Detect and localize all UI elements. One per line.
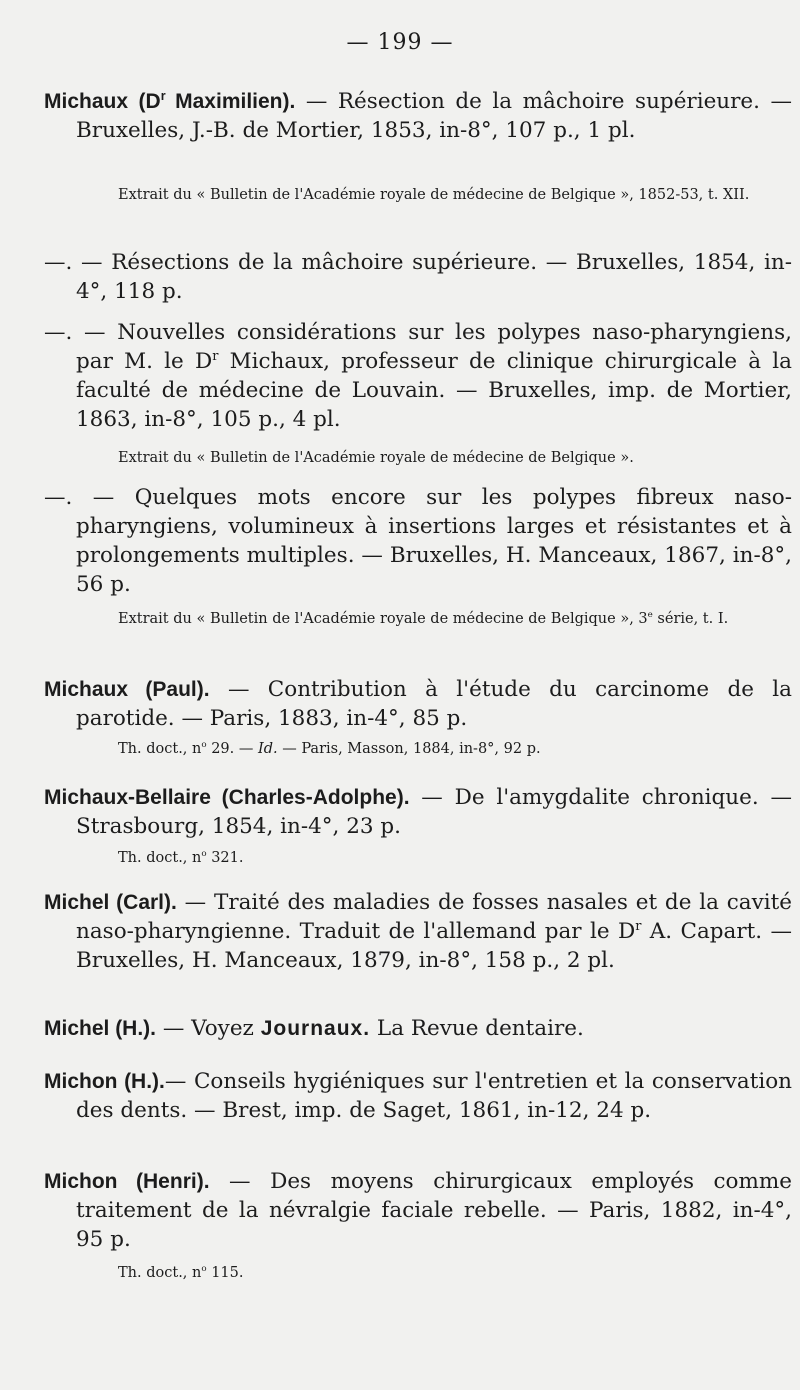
entry-qualifier: (H.).	[109, 1017, 157, 1040]
entry-note: Extrait du « Bulletin de l'Académie royale de médecine de Belgique ».	[118, 450, 634, 466]
entry-text-rest: Michaux, professeur de clinique chirurgicale à la faculté de médecine de Louvain. — Bruxelles, imp. de Mortier, 1863, in-8°, 105 p., 4 pl.	[76, 349, 792, 432]
entry-author: Michel	[44, 891, 110, 914]
entry-qualifier: (H.).	[117, 1070, 165, 1093]
entry-author: Michaux	[44, 678, 129, 701]
entry-author: Michaux	[44, 90, 129, 113]
entry-keyword: Journaux.	[260, 1017, 371, 1040]
entry-qualifier: (Carl).	[109, 891, 177, 914]
entry-text: — Résections de la mâchoire supérieure. — Bruxelles, 1854, in-4°, 118 p.	[72, 250, 792, 304]
entry-text: — De l'amygdalite chronique. — Strasbourg, 1854, in-4°, 23 p.	[76, 785, 792, 839]
entry-author: Michon	[44, 1070, 118, 1093]
entry-note: Extrait du « Bulletin de l'Académie royale de médecine de Belgique », 3e série, t. I.	[118, 610, 729, 627]
entry-text-rest: La Revue dentaire.	[370, 1016, 584, 1041]
entry-qualifier: (Paul).	[128, 678, 210, 701]
bibliography-entry	[44, 675, 792, 733]
entry-note: Extrait du « Bulletin de l'Académie royale de médecine de Belgique », 1852-53, t. XII.	[118, 187, 750, 203]
bibliography-entry	[44, 1067, 792, 1125]
entry-author: Michel	[44, 1017, 110, 1040]
entry-author: Michaux-Bellaire	[44, 786, 211, 809]
entry-note: Th. doct., $n^o$ 115.	[118, 1264, 244, 1281]
entry-qualifier: (Henri).	[117, 1170, 210, 1193]
entry-qualifier: (Charles-Adolphe).	[210, 786, 410, 809]
bibliography-entry	[44, 1167, 792, 1254]
entry-dash: —.	[44, 250, 73, 275]
entry-text-rest: A. Capart. — Bruxelles, H. Manceaux, 1879, in-8°, 158 p., 2 pl.	[76, 919, 793, 973]
entry-text: — Contribution à l'étude du carcinome de la parotide. — Paris, 1883, in-4°, 85 p.	[76, 677, 792, 731]
entry-dash: —.	[44, 485, 73, 510]
entry-text: — Nouvelles considérations sur les polypes naso-pharyngiens, par M. le D	[72, 320, 792, 374]
entry-text: — Voyez	[156, 1016, 261, 1041]
bibliography-entry	[44, 1014, 792, 1043]
entry-text-sup: r	[635, 918, 642, 934]
entry-text: — Résection de la mâchoire supérieure. — Bruxelles, J.-B. de Mortier, 1853, in-8°, 107 p., 1 pl.	[76, 89, 792, 143]
entry-text: — Quelques mots encore sur les polypes fibreux naso-pharyngiens, volumineux à insertions larges et résistantes et à prolongements multiples. — Bruxelles, H. Manceaux, 1867, in-8°, 56 p.	[72, 485, 792, 597]
bibliography-entry	[44, 87, 792, 145]
bibliography-entry	[44, 318, 792, 434]
entry-author: Michon	[44, 1170, 118, 1193]
entry-qualifier: ($D^r$ Maximilien).	[138, 89, 296, 113]
entry-dash: —.	[44, 320, 73, 345]
entry-note: Th. doct., $n^o$ 321.	[118, 849, 244, 866]
entry-text-sup: r	[212, 348, 219, 364]
entry-text: — Conseils hygiéniques sur l'entretien et la conservation des dents. — Brest, imp. de Saget, 1861, in-12, 24 p.	[76, 1069, 792, 1123]
page-number: — 199 —	[346, 30, 454, 55]
entry-text: — Des moyens chirurgicaux employés comme traitement de la névralgie faciale rebelle. — Paris, 1882, in-4°, 95 p.	[76, 1169, 792, 1252]
bibliography-entry	[44, 483, 792, 599]
entry-text: — Traité des maladies de fosses nasales et de la cavité naso-pharyngienne. Traduit de l'allemand par le D	[76, 890, 792, 944]
bibliography-entry	[44, 248, 792, 306]
bibliography-entry	[44, 888, 792, 975]
entry-note: Th. doct., $n^o$ 29. — Id. — Paris, Masson, 1884, in-8°, 92 p.	[118, 740, 541, 757]
bibliography-entry	[44, 783, 792, 841]
